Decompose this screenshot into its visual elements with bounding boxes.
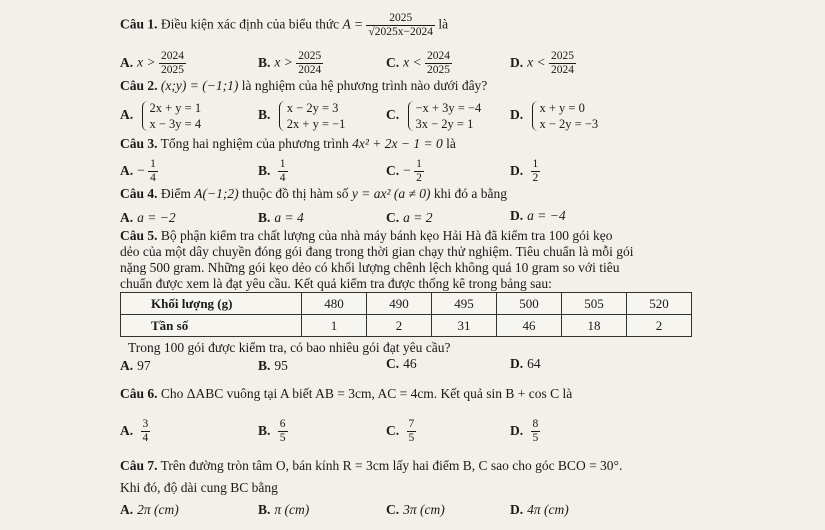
option-label: D.	[510, 502, 524, 517]
option-text: a = 2	[403, 210, 433, 225]
option-label: C.	[386, 162, 400, 178]
option-prefix: x <	[403, 54, 422, 70]
system-line: x + y = 0	[539, 101, 585, 115]
q3-stem	[120, 136, 456, 152]
option-den: 2024	[550, 64, 574, 76]
option-label: B.	[258, 358, 271, 373]
option-label: B.	[258, 502, 271, 517]
q6-option-b[interactable]	[258, 418, 288, 445]
option-label: D.	[510, 422, 524, 438]
q3-option-c[interactable]	[386, 158, 424, 185]
q4-text1: Điểm	[160, 186, 191, 201]
option-text: 97	[137, 358, 151, 373]
q7-option-c[interactable]	[386, 502, 445, 518]
option-label: B.	[258, 162, 271, 178]
option-sign: −	[137, 162, 145, 178]
q5-line1-text: Bộ phận kiểm tra chất lượng của nhà máy bánh kẹo Hải Hà đã kiểm tra 100 gói kẹo	[160, 228, 613, 243]
q4-option-b[interactable]	[258, 210, 304, 226]
option-fraction	[296, 50, 323, 77]
option-prefix: x >	[274, 54, 293, 70]
q6-option-d[interactable]	[510, 418, 540, 445]
q6-stem	[120, 386, 572, 402]
option-text: a = −4	[527, 208, 566, 223]
table-row-header: Tần số	[121, 315, 302, 337]
q2-option-b[interactable]	[258, 100, 345, 132]
table-cell: 505	[562, 293, 627, 315]
option-system	[407, 100, 482, 132]
option-den: 5	[408, 432, 415, 444]
option-num: 3	[142, 418, 149, 430]
option-text: 4π (cm)	[527, 502, 569, 517]
q6-label: Câu 6.	[120, 386, 158, 401]
q7-line1	[120, 458, 622, 474]
q4-option-a[interactable]	[120, 210, 176, 226]
option-num: 1	[532, 158, 539, 170]
q5-option-b[interactable]	[258, 358, 288, 374]
q3-expr: 4x² + 2x − 1 = 0	[352, 136, 443, 151]
q2-stem	[120, 78, 487, 94]
table-cell: 31	[432, 315, 497, 337]
table-cell: 495	[432, 293, 497, 315]
option-num: 1	[416, 158, 422, 170]
q1-option-a[interactable]	[120, 50, 186, 77]
option-den: 5	[532, 432, 539, 444]
q4-text3: khi đó a bằng	[433, 186, 508, 201]
frequency-table	[120, 292, 692, 337]
option-fraction	[159, 50, 186, 77]
system-line: −x + 3y = −4	[415, 101, 482, 115]
q6-text: Cho ΔABC vuông tại A biết AB = 3cm, AC = 4cm. Kết quả sin B + cos C là	[160, 386, 573, 401]
option-prefix: x <	[527, 54, 546, 70]
option-text: 2π (cm)	[137, 502, 179, 517]
q1-expr-fraction	[366, 12, 435, 39]
option-den: 2025	[160, 64, 184, 76]
q1-expr-den: √2025x−2024	[368, 26, 433, 38]
option-fraction	[414, 158, 424, 185]
q7-option-b[interactable]	[258, 502, 309, 518]
table-row-header: Khối lượng (g)	[121, 293, 302, 315]
q1-stem	[120, 12, 448, 39]
q1-option-c[interactable]	[386, 50, 452, 77]
option-label: D.	[510, 356, 524, 371]
q4-text2: thuộc đồ thị hàm số	[241, 186, 349, 201]
q5-question: Trong 100 gói được kiểm tra, có bao nhiêu gói đạt yêu cầu?	[128, 340, 451, 355]
option-label: C.	[386, 502, 400, 517]
option-num: 1	[279, 158, 286, 170]
table-cell: 500	[497, 293, 562, 315]
option-fraction	[531, 158, 541, 185]
option-den: 2	[532, 172, 539, 184]
q4-option-c[interactable]	[386, 210, 433, 226]
table-cell: 490	[367, 293, 432, 315]
option-system	[278, 100, 346, 132]
option-fraction	[278, 418, 288, 445]
q1-text: Điều kiện xác định của biểu thức	[160, 16, 340, 32]
q7-line2: Khi đó, độ dài cung BC bằng	[120, 480, 278, 495]
q4-option-d[interactable]	[510, 208, 566, 224]
option-den: 4	[142, 432, 149, 444]
q3-option-b[interactable]	[258, 158, 288, 185]
option-system	[531, 100, 599, 132]
option-num: 8	[532, 418, 539, 430]
option-text: 64	[527, 356, 541, 371]
option-num: 7	[408, 418, 415, 430]
option-system	[141, 100, 202, 132]
option-fraction	[531, 418, 541, 445]
system-line: 2x + y = 1	[149, 101, 202, 115]
option-den: 4	[150, 172, 156, 184]
table-cell: 2	[627, 315, 692, 337]
q5-line4: chuẩn được xem là đạt yêu cầu. Kết quả kiểm tra được thống kê trong bảng sau:	[120, 276, 552, 291]
option-label: B.	[258, 210, 271, 225]
q1-expr-lhs: A =	[342, 16, 364, 32]
option-label: A.	[120, 54, 134, 70]
option-label: A.	[120, 502, 134, 517]
table-cell: 18	[562, 315, 627, 337]
q6-option-a[interactable]	[120, 418, 150, 445]
q5-line3: nặng 500 gram. Những gói kẹo dẻo có khối lượng chênh lệch không quá 10 gram so với tiêu	[120, 260, 620, 275]
q2-option-c[interactable]	[386, 100, 481, 132]
option-sign: −	[403, 162, 411, 178]
option-num: 6	[279, 418, 286, 430]
option-label: C.	[386, 210, 400, 225]
system-line: x − 2y = 3	[286, 101, 339, 115]
option-label: A.	[120, 358, 134, 373]
table-row	[121, 315, 692, 337]
option-text: 46	[403, 356, 417, 371]
q4-label: Câu 4.	[120, 186, 158, 201]
option-text: a = −2	[137, 210, 176, 225]
table-row	[121, 293, 692, 315]
option-num: 2025	[298, 50, 322, 62]
q2-option-a[interactable]	[120, 100, 201, 132]
option-label: D.	[510, 208, 524, 223]
q2-option-d[interactable]	[510, 100, 598, 132]
option-label: D.	[510, 162, 524, 178]
table-cell: 520	[627, 293, 692, 315]
option-label: A.	[120, 422, 134, 438]
option-label: A.	[120, 162, 134, 178]
q1-option-d[interactable]	[510, 50, 576, 77]
q4-stem	[120, 186, 507, 202]
table-cell: 2	[367, 315, 432, 337]
option-num: 1	[150, 158, 156, 170]
table-cell: 480	[302, 293, 367, 315]
q1-expr-num: 2025	[389, 12, 413, 24]
system-line: 2x + y = −1	[286, 117, 346, 131]
q1-label: Câu 1.	[120, 16, 158, 32]
option-num: 2024	[160, 50, 184, 62]
option-label: D.	[510, 107, 524, 123]
option-fraction	[278, 158, 288, 185]
q5-label: Câu 5.	[120, 228, 158, 243]
option-den: 2	[416, 172, 422, 184]
option-text: π (cm)	[274, 502, 310, 517]
option-prefix: x >	[137, 54, 156, 70]
q5-option-d[interactable]	[510, 356, 541, 372]
q7-option-a[interactable]	[120, 502, 179, 518]
system-line: x − 2y = −3	[539, 117, 599, 131]
option-label: A.	[120, 107, 134, 123]
option-fraction	[407, 418, 417, 445]
option-text: 95	[274, 358, 288, 373]
system-line: 3x − 2y = 1	[415, 117, 474, 131]
option-label: D.	[510, 54, 524, 70]
option-fraction	[425, 50, 452, 77]
option-fraction	[148, 158, 158, 185]
option-text: 3π (cm)	[403, 502, 445, 517]
q1-tail: là	[438, 16, 449, 32]
q5-option-c[interactable]	[386, 356, 417, 372]
system-line: x − 3y = 4	[149, 117, 202, 131]
q7-option-d[interactable]	[510, 502, 569, 518]
table-cell: 46	[497, 315, 562, 337]
q4-point: A(−1;2)	[194, 186, 239, 201]
q5-option-a[interactable]	[120, 358, 151, 374]
q6-option-c[interactable]	[386, 418, 416, 445]
q5-line2: dẻo của một dây chuyền đóng gói đang trong thời gian chạy thử nghiệm. Tiêu chuẩn là mỗi gói	[120, 244, 634, 259]
q2-expr: (x;y) = (−1;1)	[160, 78, 239, 93]
option-fraction	[549, 50, 576, 77]
q1-option-b[interactable]	[258, 50, 323, 77]
option-label: C.	[386, 54, 400, 70]
q2-label: Câu 2.	[120, 78, 158, 93]
q3-option-d[interactable]	[510, 158, 540, 185]
q5-line1	[120, 228, 612, 244]
option-label: C.	[386, 107, 400, 123]
q7-label: Câu 7.	[120, 458, 158, 473]
q3-option-a[interactable]	[120, 158, 158, 185]
option-den: 2024	[298, 64, 322, 76]
option-den: 2025	[426, 64, 450, 76]
option-label: C.	[386, 356, 400, 371]
option-den: 4	[279, 172, 286, 184]
q7-line1-text: Trên đường tròn tâm O, bán kính R = 3cm lấy hai điểm B, C sao cho góc BCO = 30°.	[160, 458, 623, 473]
option-num: 2025	[550, 50, 574, 62]
q3-label: Câu 3.	[120, 136, 158, 151]
option-label: B.	[258, 54, 271, 70]
option-den: 5	[279, 432, 286, 444]
q2-text: là nghiệm của hệ phương trình nào dưới đây?	[241, 78, 488, 93]
option-label: B.	[258, 107, 271, 123]
option-label: C.	[386, 422, 400, 438]
q3-tail: là	[446, 136, 456, 151]
option-text: a = 4	[274, 210, 304, 225]
q4-func: y = ax² (a ≠ 0)	[351, 186, 431, 201]
option-label: B.	[258, 422, 271, 438]
table-cell: 1	[302, 315, 367, 337]
option-num: 2024	[426, 50, 450, 62]
q3-text: Tổng hai nghiệm của phương trình	[160, 136, 349, 151]
option-label: A.	[120, 210, 134, 225]
option-fraction	[141, 418, 151, 445]
